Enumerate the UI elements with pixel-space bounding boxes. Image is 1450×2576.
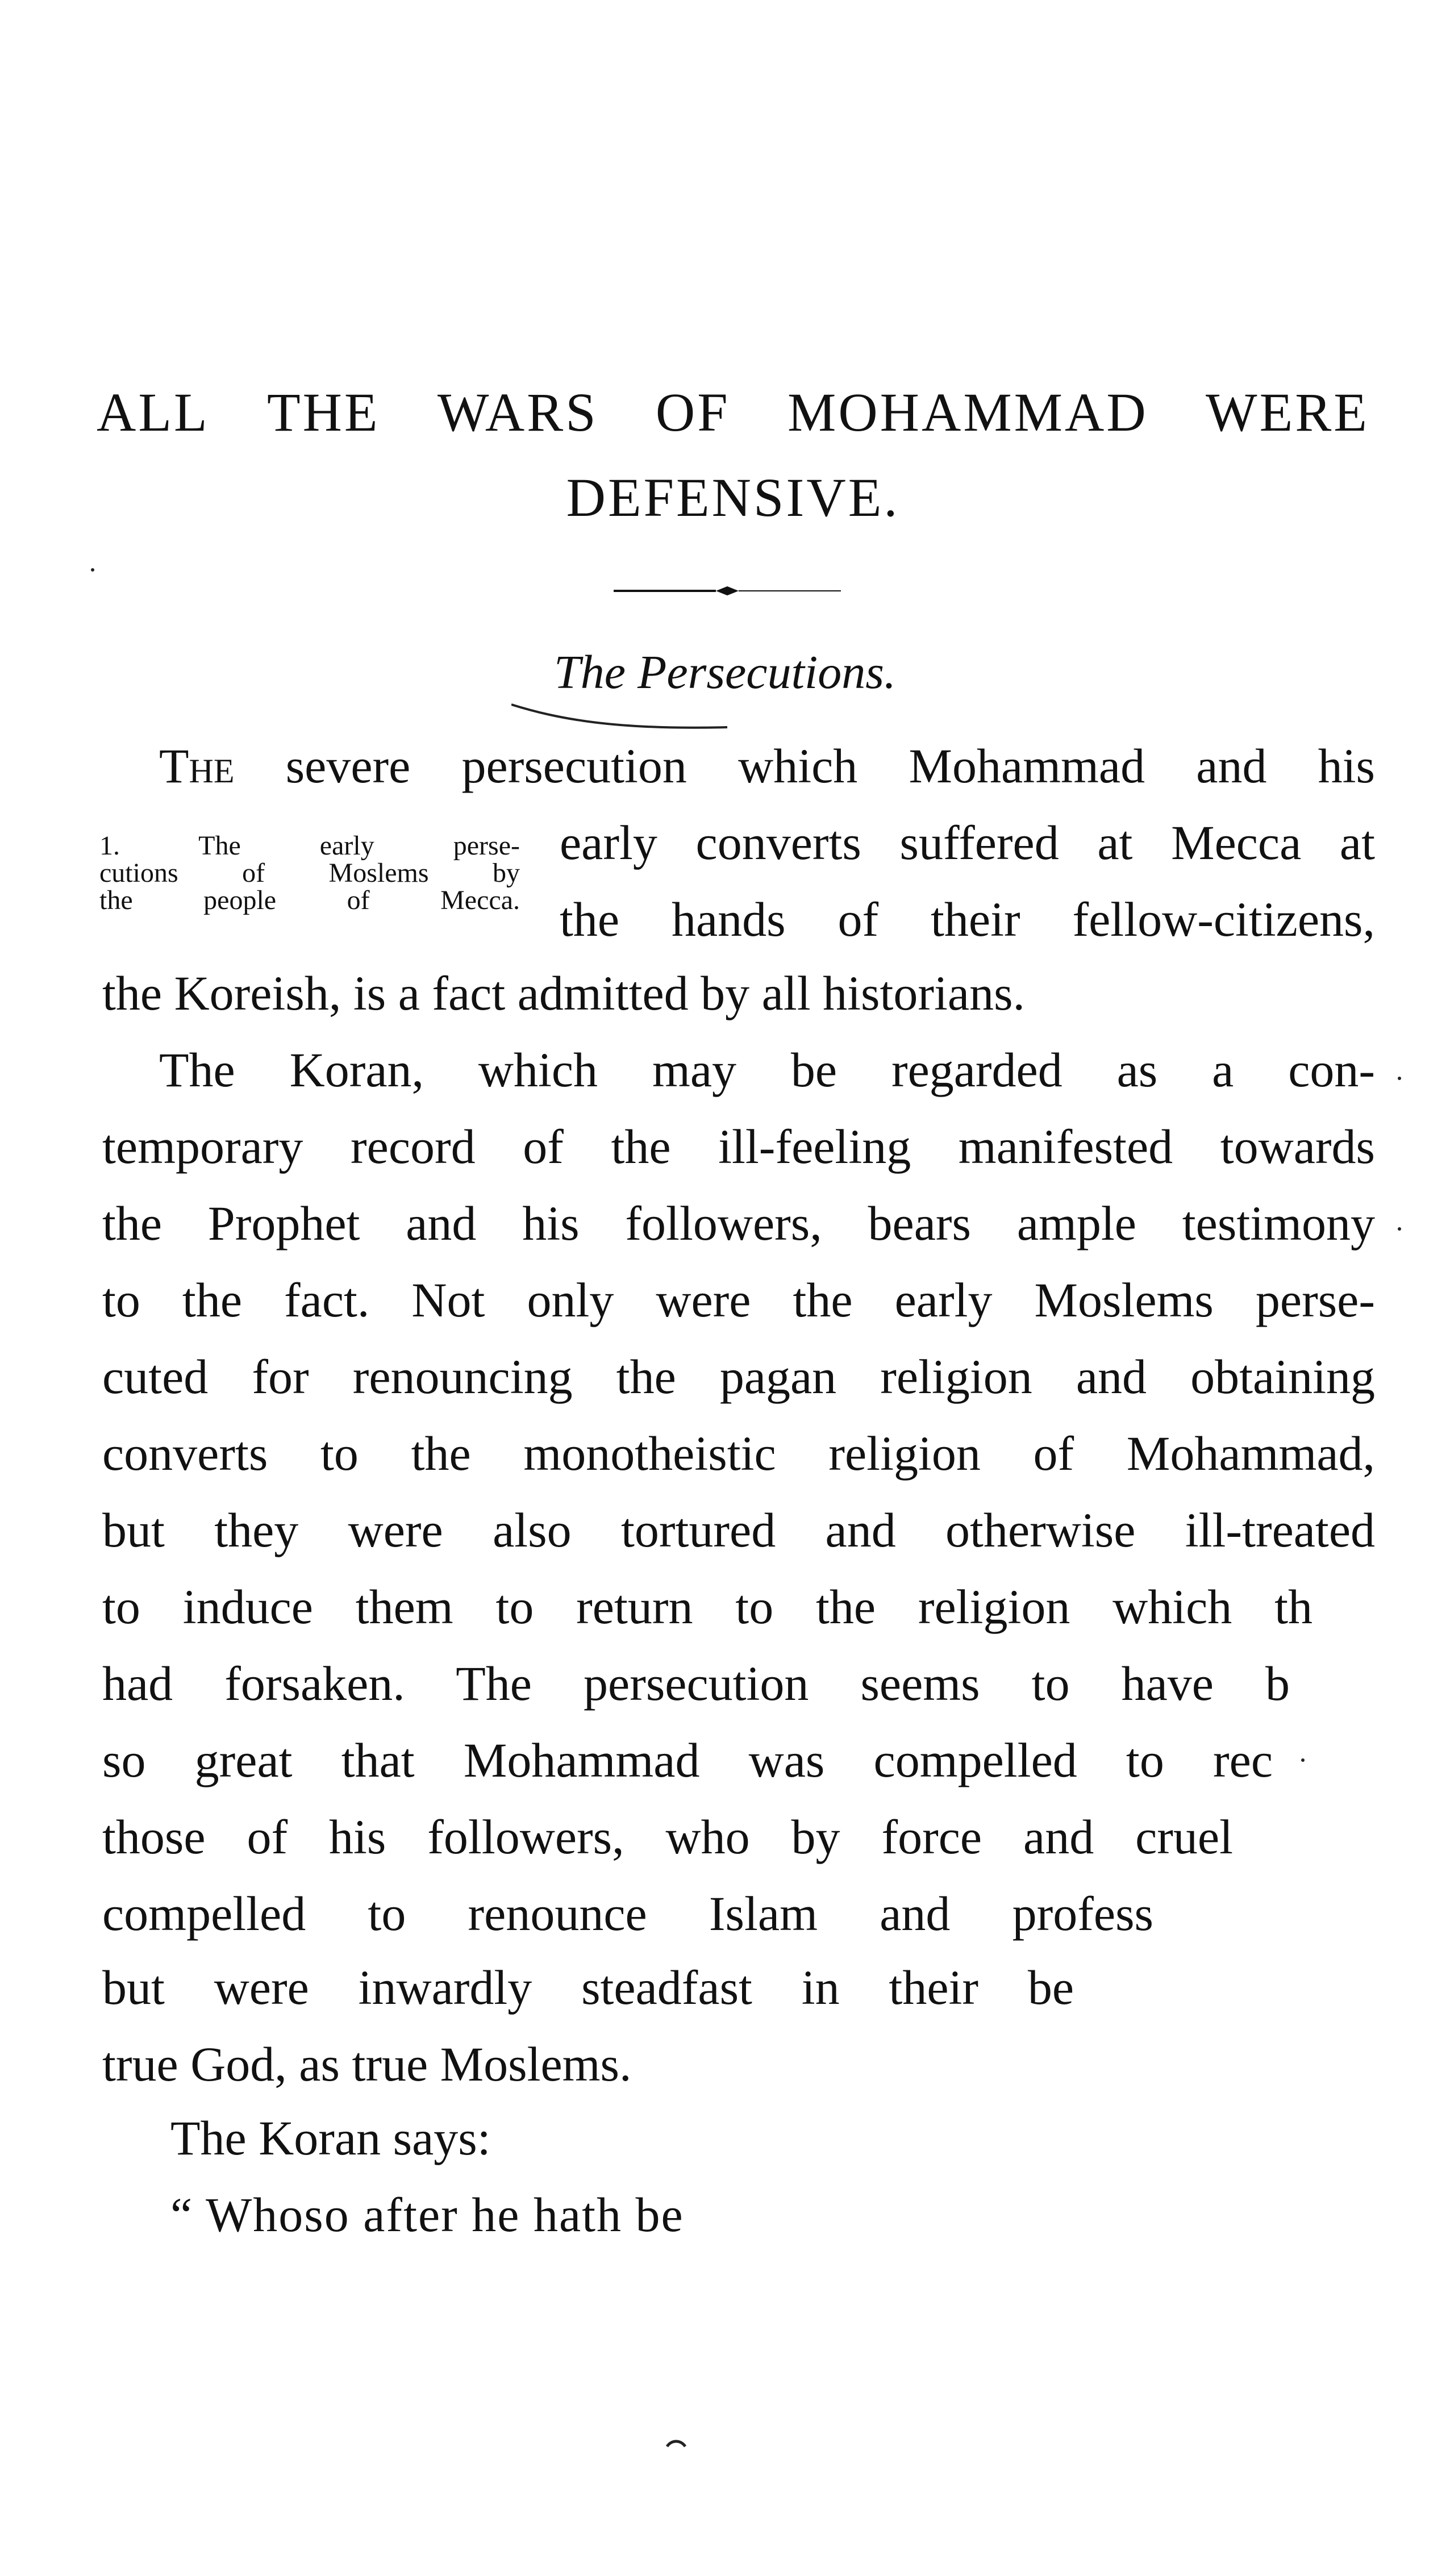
paragraph-1-line-1	[159, 739, 1375, 793]
paragraph-2-line: to induce them to return to the religion which th	[102, 1579, 1313, 1634]
scan-speck	[1398, 1077, 1401, 1080]
paragraph-1-line-2: early converts suffered at Mecca at	[560, 815, 1375, 870]
paragraph-2-line: but they were also tortured and otherwise ill-treated	[102, 1503, 1375, 1557]
title-word: WERE	[1206, 382, 1369, 443]
paragraph-2-line: had forsaken. The persecution seems to have b	[102, 1656, 1290, 1711]
chapter-title-line-1	[97, 381, 1369, 444]
paragraph-2-line: temporary record of the ill-feeling manifested towards	[102, 1119, 1375, 1174]
title-word: ALL	[97, 382, 210, 443]
paragraph-2-line: compelled to renounce Islam and profess	[102, 1886, 1153, 1941]
marginal-note-line: cutions of Moslems by	[99, 858, 520, 888]
title-word: OF	[655, 382, 730, 443]
marginal-note-line: 1. The early perse-	[99, 831, 520, 861]
paragraph-2-line: those of his followers, who by force and cruel	[102, 1810, 1233, 1864]
dropcap-word: The	[159, 739, 235, 793]
paragraph-2-line: The Koran, which may be regarded as a con-	[159, 1043, 1375, 1097]
paragraph-2-line: cuted for renouncing the pagan religion and obtaining	[102, 1349, 1375, 1404]
paragraph-2-line: converts to the monotheistic religion of Mohammad,	[102, 1426, 1375, 1481]
marginal-note	[99, 832, 520, 914]
paragraph-1-line-4: the Koreish, is a fact admitted by all historians.	[102, 966, 1026, 1020]
pen-stroke-icon	[511, 702, 739, 736]
paragraph-1-line-3: the hands of their fellow-citizens,	[560, 892, 1375, 947]
marginal-note-line: the people of Mecca.	[99, 885, 520, 915]
chapter-title-line-2: DEFENSIVE.	[566, 467, 900, 528]
title-word: THE	[266, 382, 380, 443]
section-subheading: The Persecutions.	[554, 646, 896, 699]
scan-speck	[1398, 1227, 1401, 1231]
scan-speck	[91, 568, 94, 572]
title-word: WARS	[437, 382, 598, 443]
scan-speck	[1301, 1758, 1305, 1762]
paragraph-2-line: but were inwardly steadfast in their be	[102, 1960, 1074, 2015]
ornament-divider-icon	[614, 585, 841, 597]
paragraph-2-line: the Prophet and his followers, bears ample testimony	[102, 1196, 1375, 1251]
paragraph-2-line: so great that Mohammad was compelled to rec	[102, 1733, 1273, 1787]
scan-mark-icon	[665, 2437, 688, 2449]
title-word: MOHAMMAD	[787, 382, 1148, 443]
paragraph-2-line: to the fact. Not only were the early Moslems perse-	[102, 1273, 1375, 1327]
quote-start-line: “ Whoso after he hath be	[170, 2187, 684, 2242]
line-text: severe persecution which Mohammad and his	[234, 739, 1375, 793]
paragraph-2-line: true God, as true Moslems.	[102, 2037, 632, 2091]
paragraph-3-line: The Koran says:	[170, 2111, 491, 2165]
